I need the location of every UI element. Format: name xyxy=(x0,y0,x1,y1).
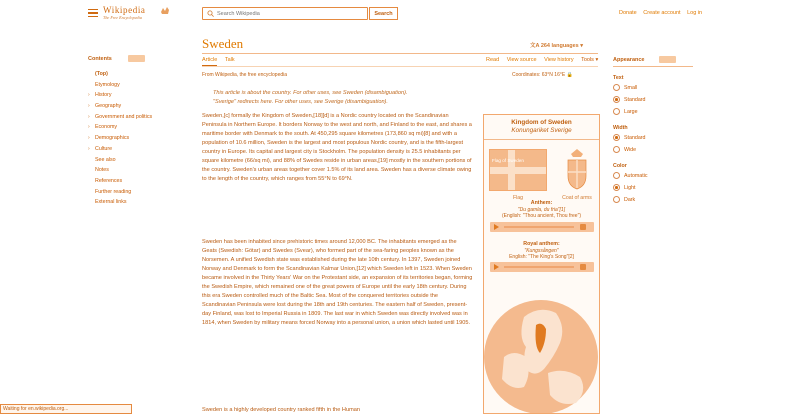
royal-anthem-title[interactable]: "Kungssången" xyxy=(524,248,559,254)
appearance-option[interactable] xyxy=(613,194,693,205)
toc-heading: Contents xyxy=(88,55,112,62)
royal-anthem-label: Royal anthem: xyxy=(523,241,560,247)
table-of-contents xyxy=(88,54,188,208)
toc-item-label: History xyxy=(95,92,112,99)
appearance-option[interactable] xyxy=(613,82,693,93)
toc-item-label: Culture xyxy=(95,145,113,152)
appearance-option[interactable] xyxy=(613,182,693,193)
globe-icon xyxy=(160,6,170,15)
toc-item[interactable] xyxy=(88,155,188,166)
toc-item[interactable] xyxy=(88,69,188,80)
logo-title: Wikipedia xyxy=(103,5,146,15)
appearance-group-label: Text xyxy=(613,75,624,81)
chevron-down-icon: ▾ xyxy=(580,43,584,49)
appearance-option-label: Standard xyxy=(624,134,646,141)
toc-item-label: Economy xyxy=(95,124,118,131)
hatnote-line: "Sverige" redirects here. For other uses, see Sverige (disambiguation). xyxy=(213,98,388,105)
infobox-divider xyxy=(484,139,599,140)
translate-icon: 文A xyxy=(530,43,540,49)
donate-link[interactable]: Donate xyxy=(619,10,637,16)
lead-paragraph: Sweden,[c] formally the Kingdom of Sweden,[18][d] is a Nordic country located on the Scandinavian Peninsula in Northern Europe. It borders Norway to the west and north, and Finland to the east, and shares a maritime border with Denmark to the south. At 450,295 square kilometres (173,860 sq mi)[8] and with a population of 10.6 million, Sweden is the largest and most populous Nordic country, and is the fifth-largest country in Europe. Its capital and largest city is Stockholm. The population density is 25.5 inhabitants per square kilometre (66/sq mi), and 88% of Swedes reside in urban areas,[19] mostly in the southern portions of the country. Sweden's urban areas together cover 1.5% of its land area. Sweden has a diverse climate owing to the length of the country, which ranges from 55°N to 69°N. xyxy=(202,113,472,182)
search-button[interactable]: Search xyxy=(369,7,398,20)
tab-view-source[interactable]: View source xyxy=(506,57,537,63)
appearance-option[interactable] xyxy=(613,94,693,105)
toc-item-label: Etymology xyxy=(95,81,120,88)
tab-view-history[interactable]: View history xyxy=(544,57,574,63)
appearance-option-label: Large xyxy=(624,108,638,115)
tools-menu-button[interactable]: Tools ▾ xyxy=(581,57,599,63)
appearance-group-label: Color xyxy=(613,163,627,169)
search-input[interactable] xyxy=(217,9,365,18)
coat-of-arms-image[interactable] xyxy=(562,148,592,190)
infobox xyxy=(483,114,600,414)
toc-item[interactable] xyxy=(88,176,188,187)
wikipedia-logo[interactable] xyxy=(103,5,173,25)
lock-icon: 🔒 xyxy=(566,72,573,78)
chevron-right-icon[interactable]: › xyxy=(88,135,90,142)
tab-read[interactable]: Read xyxy=(486,57,500,63)
create-account-link[interactable]: Create account xyxy=(643,10,681,16)
toc-item-label: External links xyxy=(95,199,127,206)
infobox-native-name: Konungariket Sverige xyxy=(511,127,572,134)
browser-status-bar: Waiting for en.wikipedia.org... xyxy=(0,404,132,414)
radio-button[interactable] xyxy=(613,134,620,141)
view-tabs xyxy=(486,57,604,63)
radio-button[interactable] xyxy=(613,108,620,115)
log-in-link[interactable]: Log in xyxy=(687,10,703,16)
anthem-title[interactable]: "Du gamla, du fria"[1] xyxy=(517,207,566,213)
chevron-right-icon[interactable]: › xyxy=(88,92,90,99)
main-menu-button[interactable] xyxy=(88,9,98,17)
radio-button[interactable] xyxy=(613,146,620,153)
chevron-right-icon[interactable]: › xyxy=(88,145,90,152)
toc-item-label: Government and politics xyxy=(95,113,153,120)
hatnote xyxy=(213,89,483,106)
flag-cross-horizontal xyxy=(490,167,546,174)
appearance-option-label: Small xyxy=(624,84,638,91)
appearance-divider xyxy=(613,66,693,67)
chevron-right-icon[interactable]: › xyxy=(88,124,90,131)
radio-button[interactable] xyxy=(613,96,620,103)
toc-item-label: Demographics xyxy=(95,135,130,142)
toc-item-label: Geography xyxy=(95,103,122,110)
toc-item-label: References xyxy=(95,177,123,184)
search-box[interactable] xyxy=(202,7,368,20)
toc-item-label: (Top) xyxy=(95,71,108,77)
appearance-groups xyxy=(613,75,693,205)
toc-item[interactable] xyxy=(88,187,188,198)
toc-item[interactable] xyxy=(88,90,188,101)
radio-button[interactable] xyxy=(613,196,620,203)
play-icon[interactable] xyxy=(494,224,499,230)
radio-button[interactable] xyxy=(613,184,620,191)
appearance-panel xyxy=(613,55,693,205)
coordinates xyxy=(512,72,573,78)
language-count: 264 languages xyxy=(540,43,579,49)
appearance-option[interactable] xyxy=(613,106,693,117)
tab-talk[interactable]: Talk xyxy=(224,57,235,63)
flag-image[interactable] xyxy=(489,149,547,191)
tabs-divider xyxy=(202,66,598,67)
anthem-audio-player[interactable] xyxy=(490,222,594,232)
appearance-option-label: Wide xyxy=(624,146,637,153)
appearance-option-label: Dark xyxy=(624,196,636,203)
appearance-option-label: Standard xyxy=(624,96,646,103)
logo-tagline: The Free Encyclopedia xyxy=(103,15,142,20)
flag-caption[interactable]: Flag xyxy=(512,195,524,201)
infobox-title: Kingdom of Sweden xyxy=(511,119,572,126)
search-icon xyxy=(207,10,214,17)
flag-alt-text: Flag of Sweden xyxy=(492,158,524,163)
toc-item[interactable] xyxy=(88,112,188,123)
toc-item-label: Further reading xyxy=(95,188,132,195)
toc-header xyxy=(88,54,188,63)
audio-progress-track[interactable] xyxy=(504,226,574,228)
toc-item[interactable] xyxy=(88,122,188,133)
coordinates-text[interactable]: Coordinates: 63°N 16°E xyxy=(512,72,566,78)
appearance-option[interactable] xyxy=(613,144,693,155)
appearance-hide-button[interactable] xyxy=(659,56,676,63)
appearance-option[interactable] xyxy=(613,170,693,181)
hatnote-line: This article is about the country. For other uses, see Sweden (disambiguation). xyxy=(213,90,408,96)
development-paragraph: Sweden is a highly developed country ranked fifth in the Human xyxy=(202,407,360,413)
chevron-right-icon[interactable]: › xyxy=(88,113,90,120)
appearance-option-label: Light xyxy=(624,184,636,191)
toc-item-label: Notes xyxy=(95,167,109,174)
user-links xyxy=(619,10,707,16)
site-subtitle: From Wikipedia, the free encyclopedia xyxy=(202,72,288,78)
site-header xyxy=(0,0,800,28)
toc-item[interactable] xyxy=(88,133,188,144)
toc-hide-button[interactable] xyxy=(128,55,145,62)
appearance-group-label: Width xyxy=(613,125,628,131)
play-icon[interactable] xyxy=(494,264,499,270)
anthem-translation: (English: "Thou ancient, Thou free") xyxy=(501,213,582,219)
audio-progress-track[interactable] xyxy=(504,266,574,268)
page-title: Sweden xyxy=(202,36,244,51)
radio-button[interactable] xyxy=(613,84,620,91)
appearance-heading: Appearance xyxy=(613,56,645,63)
language-button[interactable] xyxy=(530,41,583,49)
volume-icon[interactable] xyxy=(580,224,586,230)
appearance-header xyxy=(613,55,693,64)
radio-button[interactable] xyxy=(613,172,620,179)
title-divider xyxy=(202,53,598,54)
toc-item-label: See also xyxy=(95,156,116,163)
coat-of-arms-caption[interactable]: Coat of arms xyxy=(562,195,592,201)
appearance-option[interactable] xyxy=(613,132,693,143)
toc-item[interactable] xyxy=(88,101,188,112)
royal-anthem-translation: English: "The King's Song"[2] xyxy=(509,254,574,260)
namespace-tabs xyxy=(202,57,241,66)
history-paragraph: Sweden has been inhabited since prehistoric times around 12,000 BC. The inhabitants emerged as the Geats (Swedish: Götar) and Swedes (Svear), who formed part of the sea-faring peoples known as the Norsemen. A unified Swedish state was established during the late 10th century. In 1397, Sweden joined Norway and Denmark to form the Scandinavian Kalmar Union,[12] which Sweden left in 1523. When Sweden became involved in the Thirty Years' War on the Protestant side, an expansion of its territories began, forming the Swedish Empire, which remained one of the great powers of Europe until the early 18th century. During this era Sweden controlled much of the Baltic Sea. Most of the conquered territories outside the Scandinavian Peninsula were lost during the 18th and 19th centuries. The eastern half of Sweden, present-day Finland, was lost to Imperial Russia in 1809. The last war in which Sweden was directly involved was in 1814, when Sweden by military means forced Norway into a personal union, a union which lasted until 1905. xyxy=(202,239,473,326)
volume-icon[interactable] xyxy=(580,264,586,270)
toc-item[interactable] xyxy=(88,165,188,176)
anthem-label: Anthem: xyxy=(530,200,553,206)
tab-article[interactable]: Article xyxy=(202,57,217,66)
toc-item[interactable] xyxy=(88,197,188,208)
royal-anthem-audio-player[interactable] xyxy=(490,262,594,272)
toc-item[interactable] xyxy=(88,144,188,155)
appearance-option-label: Automatic xyxy=(624,172,648,179)
toc-item[interactable] xyxy=(88,80,188,91)
chevron-right-icon[interactable]: › xyxy=(88,103,90,110)
location-map-image[interactable] xyxy=(484,287,599,413)
toc-list xyxy=(88,69,188,208)
